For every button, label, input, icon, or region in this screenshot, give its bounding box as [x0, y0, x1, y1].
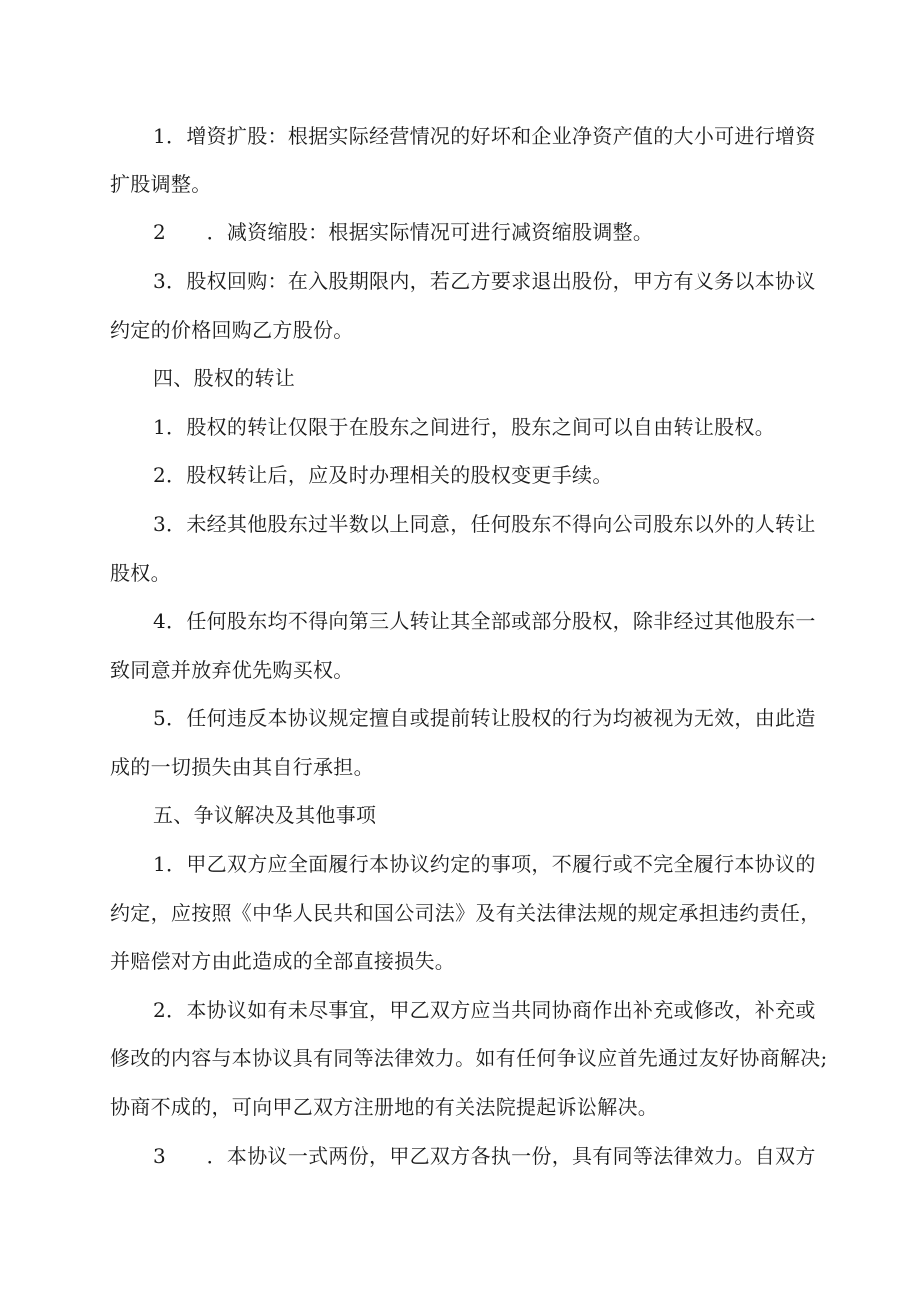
- para-4-5-line-1: 5．任何违反本协议规定擅自或提前转让股权的行为均被视为无效，由此造: [153, 706, 816, 730]
- para-3-line-2: 约定的价格回购乙方股份。: [110, 318, 354, 342]
- para-4-2-line-1: 2．股权转让后，应及时办理相关的股权变更手续。: [153, 463, 613, 487]
- para-5-2-line-3: 协商不成的，可向甲乙双方注册地的有关法院提起诉讼解决。: [110, 1095, 659, 1119]
- para-4-1-line-1: 1．股权的转让仅限于在股东之间进行，股东之间可以自由转让股权。: [153, 415, 776, 439]
- para-1-line-2: 扩股调整。: [110, 172, 212, 196]
- para-5-1-line-1: 1．甲乙双方应全面履行本协议约定的事项，不履行或不完全履行本协议的: [153, 852, 816, 876]
- para-5-1-line-3: 并赔偿对方由此造成的全部直接损失。: [110, 949, 456, 973]
- para-5-2-line-2: 修改的内容与本协议具有同等法律效力。如有任何争议应首先通过友好协商解决;: [110, 1046, 828, 1070]
- para-4-4-line-1: 4．任何股东均不得向第三人转让其全部或部分股权，除非经过其他股东一: [153, 609, 816, 633]
- para-4-5-line-2: 成的一切损失由其自行承担。: [110, 755, 374, 779]
- para-5-3-line-1: 3 ．本协议一式两份，甲乙双方各执一份，具有同等法律效力。自双方: [153, 1144, 816, 1168]
- section-heading-5: 五、争议解决及其他事项: [153, 803, 377, 827]
- para-3-line-1: 3．股权回购：在入股期限内，若乙方要求退出股份，甲方有义务以本协议: [153, 269, 816, 293]
- para-1-line-1: 1．增资扩股：根据实际经营情况的好坏和企业净资产值的大小可进行增资: [153, 124, 816, 148]
- para-4-3-line-1: 3．未经其他股东过半数以上同意，任何股东不得向公司股东以外的人转让: [153, 512, 816, 536]
- para-5-1-line-2: 约定，应按照《中华人民共和国公司法》及有关法律法规的规定承担违约责任，: [110, 901, 821, 925]
- para-2-line-1: 2 ．减资缩股：根据实际情况可进行减资缩股调整。: [153, 220, 654, 244]
- para-4-3-line-2: 股权。: [110, 561, 171, 585]
- para-5-2-line-1: 2．本协议如有未尽事宜，甲乙双方应当共同协商作出补充或修改，补充或: [153, 998, 816, 1022]
- para-4-4-line-2: 致同意并放弃优先购买权。: [110, 658, 354, 682]
- section-heading-4: 四、股权的转让: [153, 366, 296, 390]
